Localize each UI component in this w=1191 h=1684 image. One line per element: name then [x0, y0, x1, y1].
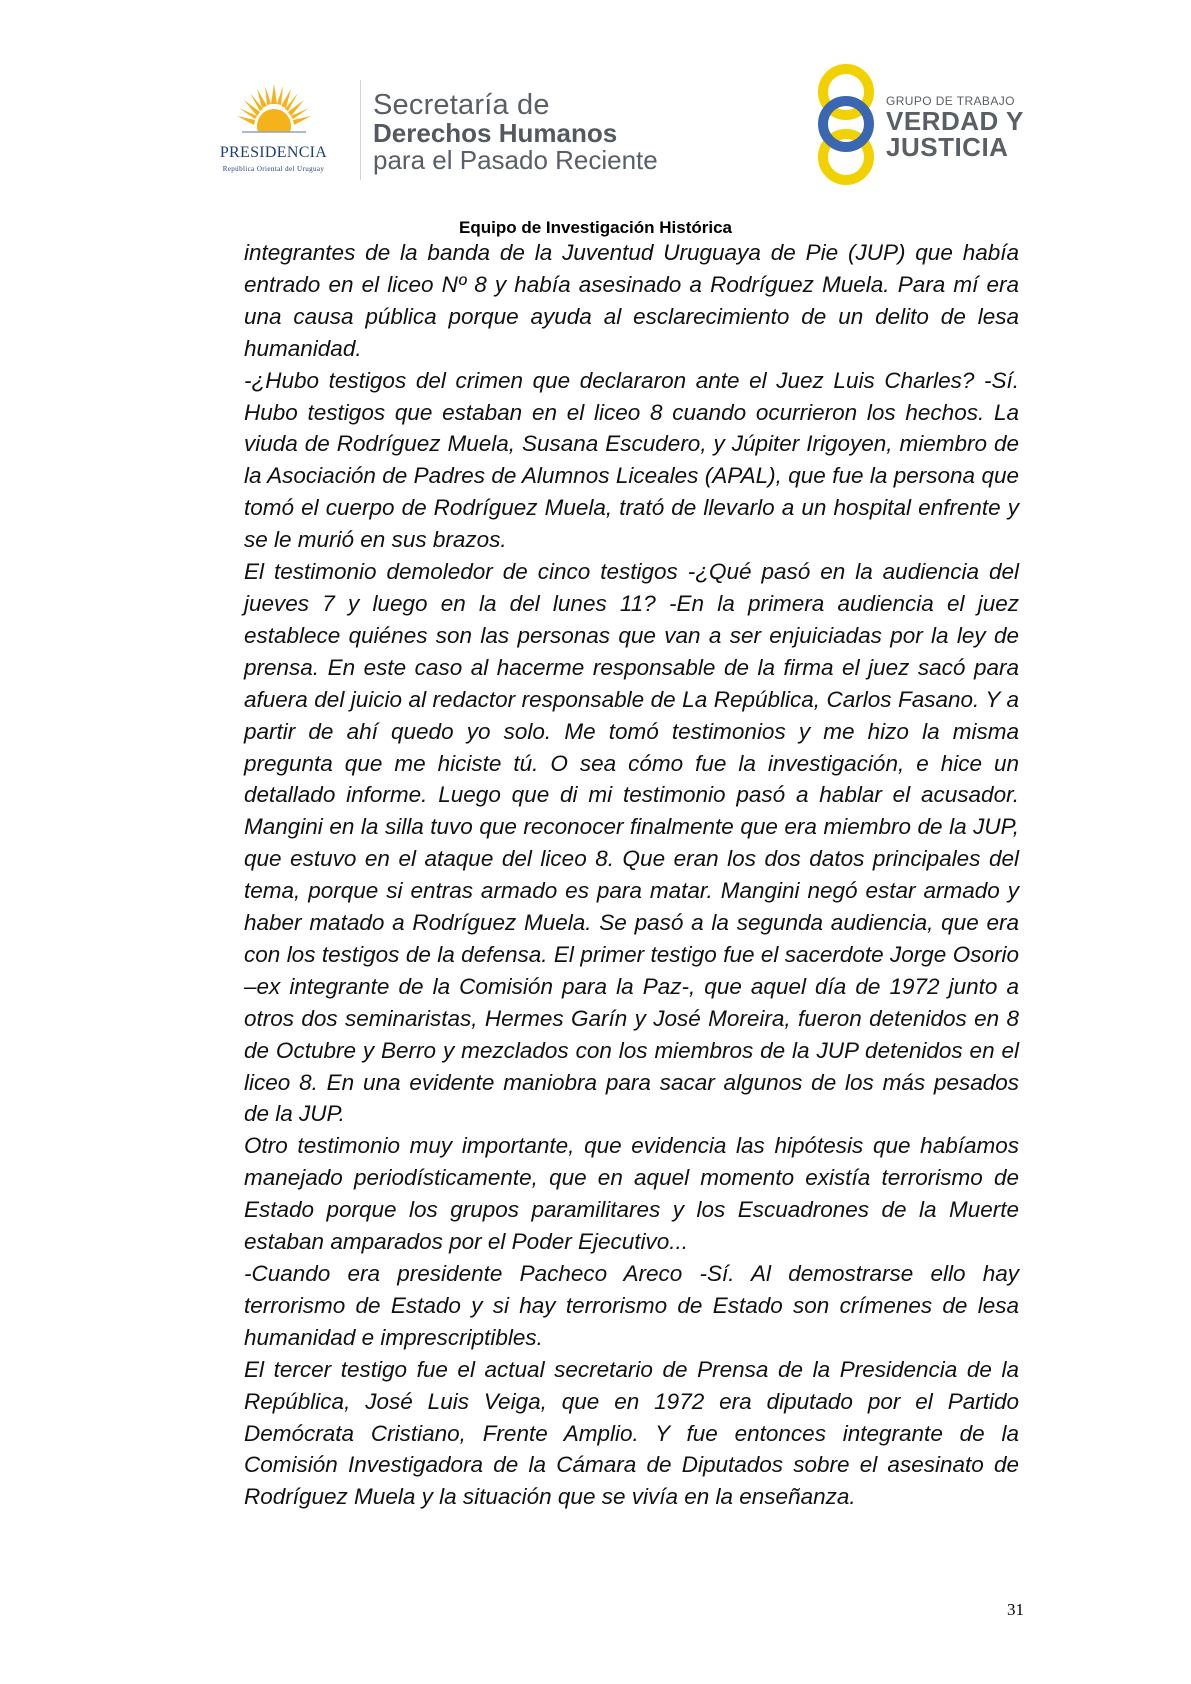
sun-emblem-icon [234, 82, 314, 144]
grupo-trabajo-line-2: JUSTICIA [886, 132, 1009, 162]
presidencia-logo [196, 82, 351, 182]
header-divider [360, 80, 361, 180]
secretaria-line-3: para el Pasado Reciente [373, 145, 658, 175]
paragraph: El testimonio demoledor de cinco testigos -¿Qué pasó en la audiencia del jueves 7 y luego en la del lunes 11? -En la primera audiencia el juez establece quiénes son las personas que van a ser enjuiciadas por la ley de prensa. En este caso al hacerme responsable de la firma el juez sacó para afuera del juicio al redactor responsable de La República, Carlos Fasano. Y a partir de ahí quedo yo solo. Me tomó testimonios y me hizo la misma pregunta que me hiciste tú. O sea cómo fue la investigación, e hice un detallado informe. Luego que di mi testimonio pasó a hablar el acusador. Mangini en la silla tuvo que reconocer finalmente que era miembro de la JUP, que estuvo en el ataque del liceo 8. Que eran los dos datos principales del tema, porque si entras armado es para matar. Mangini negó estar armado y haber matado a Rodríguez Muela. Se pasó a la segunda audiencia, que era con los testigos de la defensa. El primer testigo fue el sacerdote Jorge Osorio –ex integrante de la Comisión para la Paz-, que aquel día de 1972 junto a otros dos seminaristas, Hermes Garín y José Moreira, fueron detenidos en 8 de Octubre y Berro y mezclados con los miembros de la JUP detenidos en el liceo 8. En una evidente maniobra para sacar algunos de los más pesados de la JUP. [244, 559, 1019, 1127]
paragraph: -¿Hubo testigos del crimen que declararon ante el Juez Luis Charles? -Sí. Hubo testigos que estaban en el liceo 8 cuando ocurrieron los hechos. La viuda de Rodríguez Muela, Susana Escudero, y Júpiter Irigoyen, miembro de la Asociación de Padres de Alumnos Liceales (APAL), que fue la persona que tomó el cuerpo de Rodríguez Muela, trató de llevarlo a un hospital enfrente y se le murió en sus brazos. [244, 367, 1019, 553]
paragraph: Otro testimonio muy importante, que evidencia las hipótesis que habíamos manejado periodísticamente, que en aquel momento existía terrorismo de Estado porque los grupos paramilitares y los Escuadrones de la Muerte estaban amparados por el Poder Ejecutivo... [244, 1133, 1019, 1255]
grupo-trabajo-small: GRUPO DE TRABAJO [886, 94, 1015, 108]
grupo-trabajo-text [886, 94, 1024, 160]
grupo-trabajo-logo [808, 62, 1038, 187]
paragraph: integrantes de la banda de la Juventud Uruguaya de Pie (JUP) que había entrado en el liceo Nº 8 y había asesinado a Rodríguez Muela. Para mí era una causa pública porque ayuda al esclarecimiento de un delito de lesa humanidad. [244, 240, 1019, 361]
paragraph: El tercer testigo fue el actual secretario de Prensa de la Presidencia de la República, José Luis Veiga, que en 1972 era diputado por el Partido Demócrata Cristiano, Frente Amplio. Y fue entonces integrante de la Comisión Investigadora de la Cámara de Diputados sobre el asesinato de Rodríguez Muela y la situación que se vivía en la enseñanza. [244, 1356, 1019, 1510]
linked-rings-icon [808, 62, 884, 187]
body-text [244, 237, 1019, 1513]
page-number: 31 [1007, 1600, 1024, 1619]
secretaria-line-1: Secretaría de [373, 89, 550, 121]
grupo-trabajo-line-1: VERDAD Y [886, 106, 1024, 136]
secretaria-logo-text [373, 90, 658, 174]
paragraph: -Cuando era presidente Pacheco Areco -Sí. Al demostrarse ello hay terrorismo de Estado y si hay terrorismo de Estado son crímenes de lesa humanidad e imprescriptibles. [244, 1261, 1019, 1350]
page-header [0, 0, 1191, 210]
secretaria-line-2: Derechos Humanos [373, 118, 618, 148]
presidencia-name: PRESIDENCIA [219, 144, 328, 161]
section-title: Equipo de Investigación Histórica [459, 218, 732, 237]
presidencia-subtitle: República Oriental del Uruguay [222, 165, 325, 173]
